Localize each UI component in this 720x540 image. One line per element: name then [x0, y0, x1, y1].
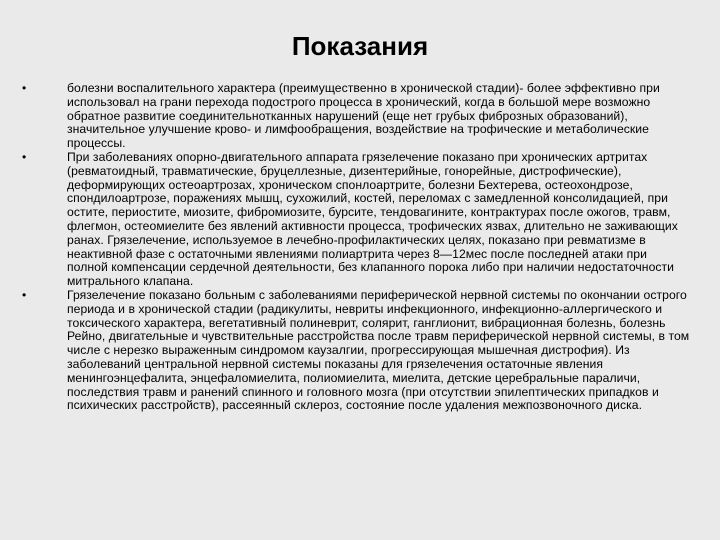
page-title: Показания [291, 31, 429, 61]
list-item [22, 151, 690, 289]
bullet-list [22, 82, 690, 413]
list-item-text: При заболеваниях опорно-двигательного аппарата грязелечение показано при хронических артритах (ревматоидный, травматические, бруцеллезные, дизентерийные, гонорейные, дистрофические), деформирующих остеоартрозах, хроническом спонлоартрите, болезни Бехтерева, остеохондрозе, спондилоартрозе, поражениях мышц, сухожилий, костей, переломах с замедленной консолидацией, при остите, периостите, миозите, фибромиозите, бурсите, тендовагините, контрактурах после ожогов, травм, флегмон, остеомиелите без явлений активности процесса, трофических язвах, длительно не заживающих ранах. Грязелечение, используемое в лечебно-профилактических целях, показано при ревматизме в неактивной фазе с остаточными явлениями полиартрита через 8—12мес после последней атаки при полной компенсации сердечной деятельности, без клапанного порока либо при наличии недостаточности митрального клапана. [67, 149, 678, 289]
list-item-text: болезни воспалительного характера (преимущественно в хронической стадии)- более эффективно при использовал на грани перехода подострого процесса в хронический, когда в большой мере возможно обратное развитие соединительнотканных нарушений (еще нет грубых фиброзных образований), значительное улучшение крово- и лимфообращения, воздействие на трофические и метаболические процессы. [67, 81, 660, 151]
bullet-icon: • [22, 81, 27, 95]
bullet-icon: • [22, 287, 27, 302]
bullet-icon: • [22, 149, 27, 164]
list-item [22, 82, 690, 151]
list-item-text: Грязелечение показано больным с заболеваниями периферической нервной системы по окончании острого периода и в хронической стадии (радикулиты, невриты инфекционного, инфекционно-аллергического и токсического характера, вегетативный полиневрит, солярит, ганглионит, вибрационная болезнь, болезнь Рейно, двигательные и чувствительные расстройства после травм периферической нервной системы, в том числе с нерезко выраженным синдромом каузалгии, прогрессирующая мышечная дистрофия). Из заболеваний центральной нервной системы показаны для грязелечения остаточные явления менингоэнцефалита, энцефаломиелита, полиомиелита, миелита, детские церебральные параличи, последствия травм и ранений спинного и головного мозга (при отсутствии эпилептических припадков и психических расстройств), рассеянный склероз, состояние после удаления межпозвоночного диска. [67, 287, 690, 413]
list-item [22, 289, 690, 413]
